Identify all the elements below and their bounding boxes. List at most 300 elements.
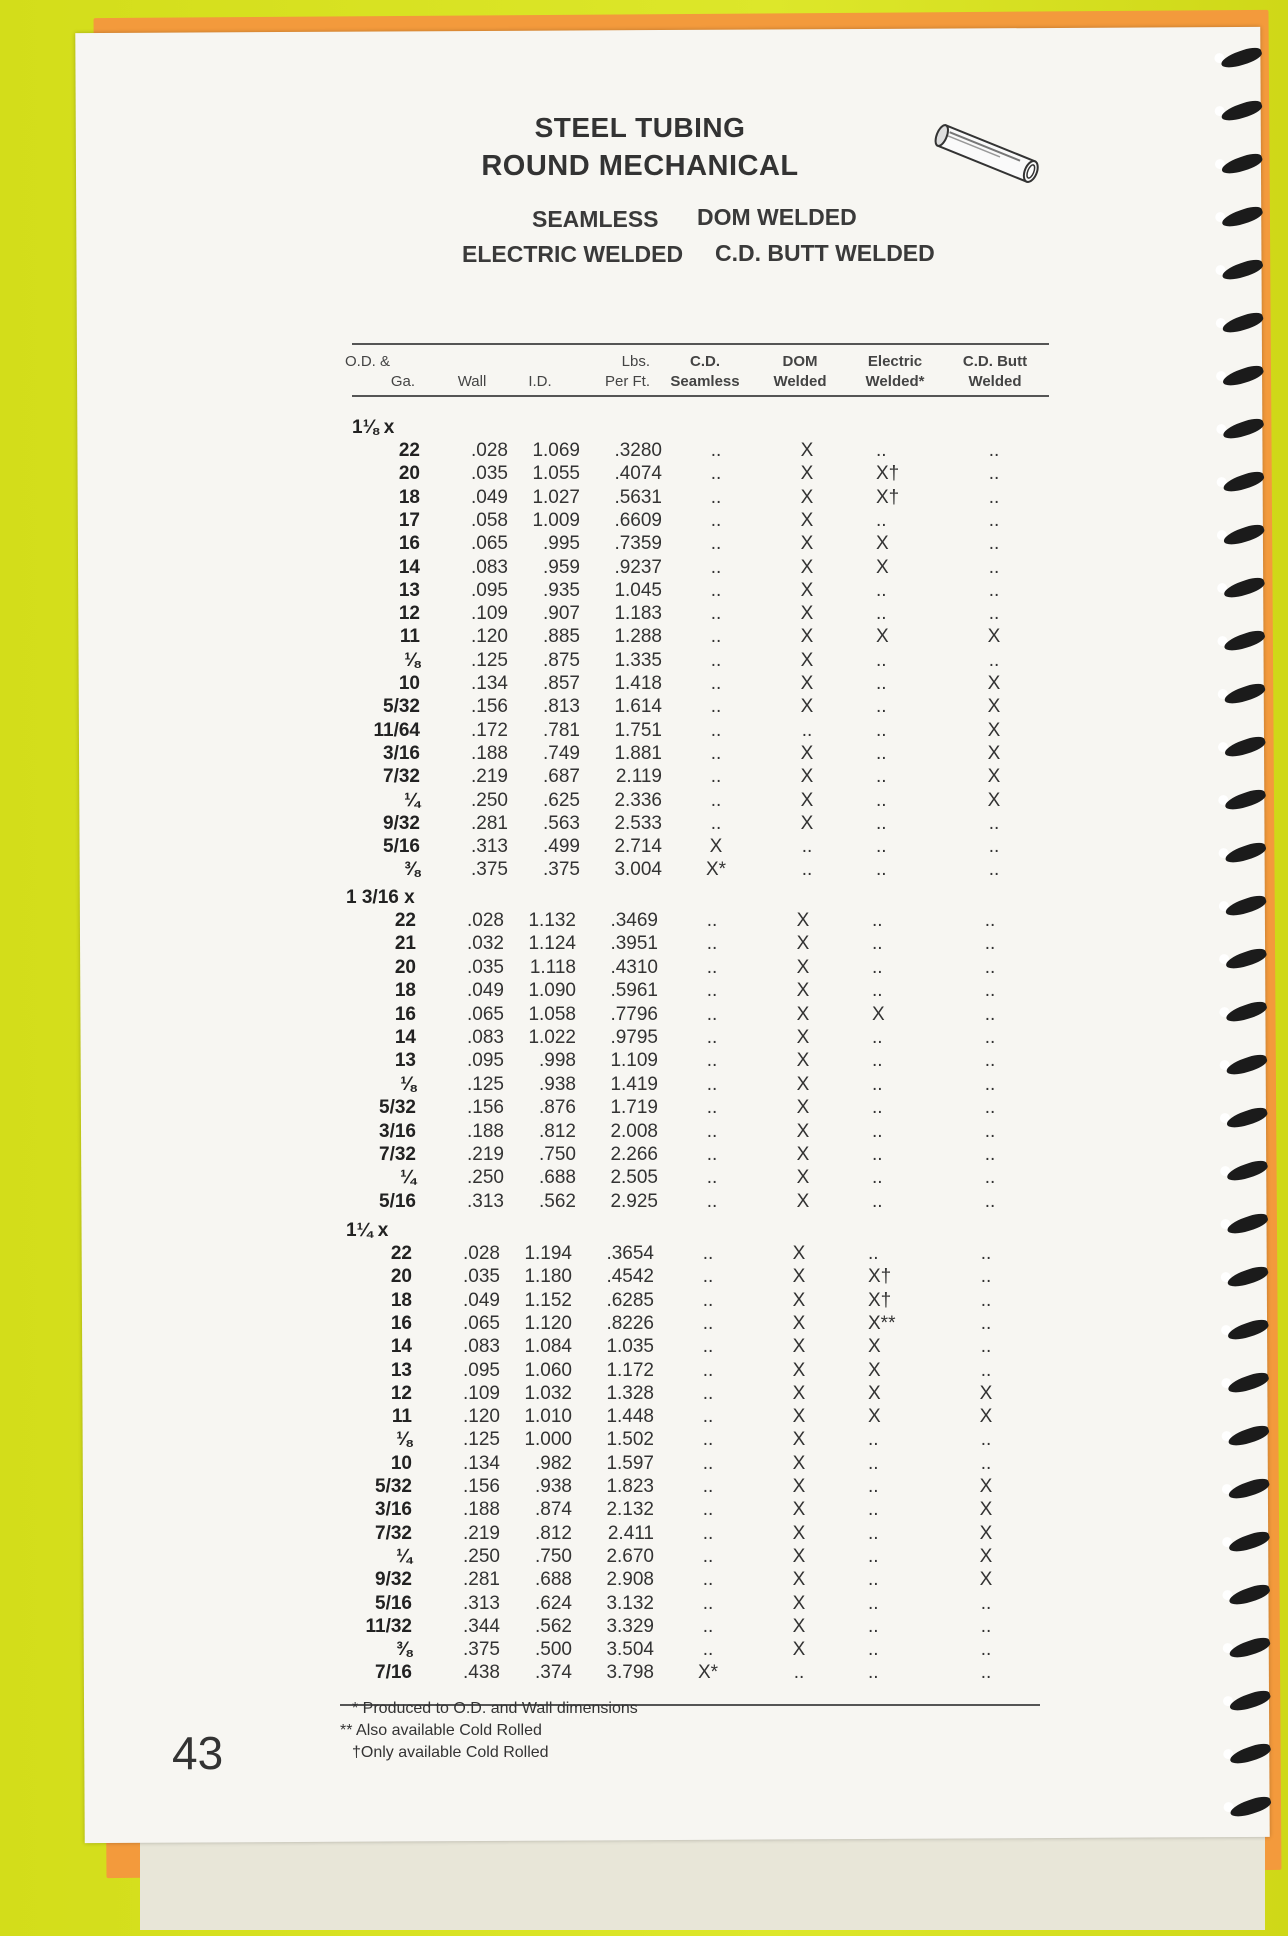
cell-inner-diameter: 1.180 [524, 1266, 572, 1288]
table-row [322, 1453, 1042, 1476]
table-row [322, 1593, 1042, 1616]
cell-lbs-per-ft: .4542 [606, 1266, 654, 1288]
cell-wall: .049 [467, 980, 504, 1002]
cell-seamless: .. [706, 1120, 718, 1142]
cell-dom-welded: X [796, 956, 810, 978]
cell-seamless: .. [702, 1406, 714, 1428]
cell-seamless: .. [702, 1545, 714, 1567]
cell-seamless: .. [706, 933, 718, 955]
cell-seamless: .. [702, 1289, 714, 1311]
cell-lbs-per-ft: 1.418 [614, 673, 662, 694]
cell-inner-diameter: .750 [539, 1144, 576, 1165]
cell-gauge: 14 [398, 556, 420, 578]
cell-gauge: 13 [390, 1359, 412, 1381]
cell-butt-welded: .. [984, 1144, 996, 1165]
cell-lbs-per-ft: 1.328 [606, 1382, 654, 1404]
cell-electric-welded: .. [876, 649, 887, 671]
cell-dom-welded: X [792, 1429, 806, 1451]
cell-gauge: 5/32 [383, 696, 420, 718]
table-row [322, 1406, 1042, 1429]
cell-seamless: .. [706, 1003, 718, 1025]
cell-electric-welded: .. [876, 696, 887, 718]
cell-seamless: .. [710, 742, 722, 764]
cell-electric-welded: .. [872, 1050, 883, 1072]
cell-inner-diameter: 1.000 [524, 1429, 572, 1451]
cell-inner-diameter: .812 [539, 1120, 576, 1142]
cell-gauge: 9/32 [375, 1569, 412, 1591]
cell-inner-diameter: .874 [535, 1499, 572, 1521]
cell-electric-welded: .. [868, 1522, 879, 1544]
cell-butt-welded: .. [988, 649, 1000, 671]
table-row [322, 1243, 1042, 1266]
cell-seamless: X [709, 836, 723, 858]
cell-electric-welded: .. [872, 1167, 883, 1189]
table-row [330, 510, 1050, 533]
footnote-cold-rolled: ** Also available Cold Rolled [340, 1722, 542, 1739]
cell-butt-welded: .. [984, 1167, 996, 1189]
cell-butt-welded: X [979, 1476, 993, 1497]
cell-lbs-per-ft: 1.035 [606, 1336, 654, 1358]
cell-gauge: ⅜ [396, 1639, 412, 1661]
table-row [326, 1027, 1046, 1050]
cell-inner-diameter: 1.132 [528, 910, 576, 931]
cell-gauge: 12 [390, 1382, 412, 1404]
cell-dom-welded: X [796, 1167, 810, 1189]
cell-inner-diameter: .375 [543, 859, 580, 881]
group-label: 1¼ x [346, 1220, 389, 1241]
table-row [330, 580, 1050, 603]
cell-electric-welded: .. [876, 812, 887, 834]
cell-lbs-per-ft: 1.719 [610, 1097, 658, 1119]
cell-butt-welded: .. [988, 556, 1000, 578]
cell-wall: .109 [463, 1382, 500, 1404]
cell-butt-welded: X [987, 719, 1001, 741]
cell-gauge: 5/16 [375, 1592, 412, 1614]
cell-butt-welded: .. [988, 463, 1000, 485]
cell-butt-welded: .. [988, 859, 1000, 881]
col-header-seamless: C.D. Seamless [670, 353, 740, 390]
cell-electric-welded: .. [868, 1499, 879, 1521]
cell-butt-welded: .. [988, 579, 1000, 601]
cell-lbs-per-ft: 1.045 [614, 579, 662, 601]
binding-coil [1215, 153, 1267, 175]
cell-dom-welded: X [800, 789, 814, 811]
table-row [330, 813, 1050, 836]
footnote-only-cold-rolled: †Only available Cold Rolled [352, 1744, 549, 1761]
binding-coil [1216, 312, 1268, 334]
cell-electric-welded: .. [872, 980, 883, 1002]
cell-gauge: ⅛ [400, 1073, 416, 1095]
table-row [330, 650, 1050, 673]
cell-butt-welded: .. [984, 910, 996, 931]
table-row [326, 910, 1046, 933]
cell-electric-welded: .. [868, 1639, 879, 1661]
cell-butt-welded: .. [984, 1003, 996, 1025]
table-row [330, 533, 1050, 556]
cell-inner-diameter: .938 [539, 1073, 576, 1095]
binding-coil [1219, 842, 1271, 864]
cell-inner-diameter: .982 [535, 1452, 572, 1474]
cell-gauge: 5/16 [379, 1190, 416, 1212]
cell-inner-diameter: .625 [543, 789, 580, 811]
cell-inner-diameter: .885 [543, 626, 580, 648]
table-row [322, 1266, 1042, 1289]
cell-dom-welded: X [792, 1266, 806, 1288]
table-row [322, 1662, 1042, 1685]
cell-seamless: .. [706, 1027, 718, 1048]
cell-wall: .035 [471, 463, 508, 485]
cell-seamless: .. [702, 1592, 714, 1614]
cell-butt-welded: .. [988, 836, 1000, 858]
cell-dom-welded: X [792, 1499, 806, 1521]
table-row [330, 463, 1050, 486]
cell-lbs-per-ft: 1.448 [606, 1406, 654, 1428]
cell-seamless: .. [702, 1359, 714, 1381]
cell-seamless: .. [702, 1499, 714, 1521]
cell-gauge: 14 [390, 1336, 412, 1358]
cell-lbs-per-ft: .8226 [606, 1312, 654, 1334]
cell-inner-diameter: .907 [543, 603, 580, 625]
title-line-1: STEEL TUBING [534, 112, 746, 143]
cell-wall: .188 [471, 742, 508, 764]
cell-butt-welded: .. [984, 1050, 996, 1072]
cell-electric-welded: X [872, 1003, 885, 1025]
cell-wall: .032 [467, 933, 504, 955]
binding-coil [1223, 1690, 1275, 1712]
cell-butt-welded: X [987, 742, 1001, 764]
cell-lbs-per-ft: 2.119 [615, 766, 662, 788]
cell-wall: .035 [463, 1266, 500, 1288]
cell-seamless: .. [702, 1476, 714, 1497]
cell-wall: .281 [471, 812, 508, 834]
cell-wall: .083 [467, 1027, 504, 1048]
table-row [322, 1336, 1042, 1359]
cell-lbs-per-ft: .3951 [610, 933, 658, 955]
cell-butt-welded: X [979, 1382, 993, 1404]
binding-coil [1221, 1319, 1273, 1341]
cell-dom-welded: X [800, 556, 814, 578]
table-row [322, 1476, 1042, 1499]
cell-gauge: 3/16 [375, 1499, 412, 1521]
table-row [322, 1616, 1042, 1639]
cell-inner-diameter: 1.009 [532, 509, 580, 531]
cell-lbs-per-ft: 1.288 [614, 626, 662, 648]
table-row [322, 1313, 1042, 1336]
cell-dom-welded: X [796, 1120, 810, 1142]
cell-electric-welded: X† [876, 463, 900, 485]
title-line-2: ROUND MECHANICAL [481, 150, 799, 182]
cell-butt-welded: .. [988, 440, 1000, 461]
table-row [322, 1383, 1042, 1406]
cell-gauge: 16 [390, 1312, 412, 1334]
cell-inner-diameter: .688 [539, 1167, 576, 1189]
cell-lbs-per-ft: .7359 [614, 533, 662, 555]
cell-dom-welded: X [796, 933, 810, 955]
cell-wall: .156 [463, 1476, 500, 1497]
cell-gauge: 11 [399, 626, 420, 648]
table-row [330, 859, 1050, 882]
cell-gauge: ¼ [404, 789, 420, 811]
cell-lbs-per-ft: 1.881 [614, 742, 662, 764]
cell-seamless: .. [702, 1429, 714, 1451]
cell-lbs-per-ft: 1.751 [614, 719, 662, 741]
cell-butt-welded: X [987, 626, 1001, 648]
cell-dom-welded: X [800, 742, 814, 764]
cell-seamless: X* [697, 1662, 719, 1684]
cell-wall: .172 [471, 719, 508, 741]
cell-gauge: 11/32 [365, 1615, 412, 1637]
cell-inner-diameter: .500 [535, 1639, 572, 1661]
binding-coil [1220, 1160, 1272, 1182]
cell-gauge: 22 [390, 1243, 412, 1264]
cell-gauge: 3/16 [379, 1120, 416, 1142]
cell-wall: .313 [463, 1592, 500, 1614]
cell-inner-diameter: 1.090 [528, 980, 576, 1002]
cell-electric-welded: .. [876, 579, 887, 601]
cell-dom-welded: X [792, 1592, 806, 1614]
cell-gauge: 3/16 [383, 742, 420, 764]
cell-wall: .250 [463, 1545, 500, 1567]
cell-gauge: 11/64 [373, 719, 420, 741]
table-row [322, 1429, 1042, 1452]
table-row [330, 557, 1050, 580]
cell-electric-welded: X [868, 1336, 881, 1358]
cell-dom-welded: X [800, 812, 814, 834]
cell-electric-welded: .. [868, 1569, 879, 1591]
cell-dom-welded: X [800, 626, 814, 648]
cell-dom-welded: X [800, 603, 814, 625]
cell-wall: .188 [467, 1120, 504, 1142]
cell-butt-welded: .. [984, 1190, 996, 1212]
steel-tube-icon [930, 120, 1050, 190]
group-label: 1 3/16 x [346, 887, 415, 908]
cell-dom-welded: X [800, 579, 814, 601]
cell-lbs-per-ft: 3.132 [606, 1592, 654, 1614]
binding-coil [1221, 1266, 1273, 1288]
cell-wall: .375 [471, 859, 508, 881]
binding-coil [1222, 1531, 1274, 1553]
cell-wall: .219 [463, 1522, 500, 1544]
cell-gauge: ¼ [396, 1545, 412, 1567]
cell-dom-welded: X [796, 910, 810, 931]
cell-wall: .125 [471, 649, 508, 671]
table-row [322, 1360, 1042, 1383]
cell-wall: .109 [471, 603, 508, 625]
type-seamless: SEAMLESS [532, 206, 659, 232]
type-cd-butt-welded: C.D. BUTT WELDED [715, 240, 935, 266]
cell-dom-welded: X [800, 696, 814, 718]
cell-inner-diameter: .812 [535, 1522, 572, 1544]
table-row [330, 626, 1050, 649]
cell-gauge: 7/32 [375, 1522, 412, 1544]
cell-lbs-per-ft: .4074 [614, 463, 662, 485]
cell-electric-welded: X [876, 533, 889, 555]
cell-electric-welded: .. [872, 910, 883, 931]
table-row [326, 1144, 1046, 1167]
table-row [330, 836, 1050, 859]
cell-butt-welded: X [979, 1406, 993, 1428]
cell-lbs-per-ft: .4310 [610, 956, 658, 978]
cell-wall: .219 [471, 766, 508, 788]
cell-wall: .083 [463, 1336, 500, 1358]
cell-electric-welded: .. [868, 1429, 879, 1451]
cell-inner-diameter: 1.058 [528, 1003, 576, 1025]
cell-dom-welded: X [800, 509, 814, 531]
cell-electric-welded: .. [876, 719, 887, 741]
cell-dom-welded: X [792, 1336, 806, 1358]
cell-inner-diameter: .624 [535, 1592, 572, 1614]
cell-gauge: 18 [394, 980, 416, 1002]
table-row [322, 1639, 1042, 1662]
cell-wall: .219 [467, 1144, 504, 1165]
binding-coil [1215, 206, 1267, 228]
cell-inner-diameter: .562 [539, 1190, 576, 1212]
cell-wall: .438 [463, 1662, 500, 1684]
cell-seamless: .. [710, 463, 722, 485]
cell-seamless: .. [710, 626, 722, 648]
cell-dom-welded: X [796, 1190, 810, 1212]
cell-wall: .188 [463, 1499, 500, 1521]
cell-inner-diameter: 1.194 [524, 1243, 572, 1264]
table-row [330, 720, 1050, 743]
cell-wall: .095 [471, 579, 508, 601]
cell-seamless: .. [706, 1050, 718, 1072]
cell-dom-welded: X [792, 1615, 806, 1637]
cell-gauge: 13 [398, 579, 420, 601]
cell-lbs-per-ft: 2.132 [606, 1499, 654, 1521]
binding-coil [1215, 100, 1267, 122]
cell-gauge: ⅛ [396, 1429, 412, 1451]
cell-dom-welded: X [796, 1073, 810, 1095]
cell-electric-welded: X [868, 1382, 881, 1404]
cell-inner-diameter: .959 [543, 556, 580, 578]
cell-seamless: .. [702, 1569, 714, 1591]
col-header-od-ga: O.D. & Ga. [345, 353, 415, 390]
cell-electric-welded: .. [868, 1615, 879, 1637]
table-row [330, 673, 1050, 696]
cell-lbs-per-ft: 2.714 [614, 836, 662, 858]
cell-wall: .125 [463, 1429, 500, 1451]
cell-gauge: ¼ [400, 1167, 416, 1189]
binding-coil [1218, 789, 1270, 811]
table-row [322, 1499, 1042, 1522]
cell-inner-diameter: .749 [543, 742, 580, 764]
cell-wall: .035 [467, 956, 504, 978]
cell-lbs-per-ft: 1.183 [614, 603, 662, 625]
cell-lbs-per-ft: 3.504 [606, 1639, 654, 1661]
table-row [330, 696, 1050, 719]
cell-dom-welded: X [796, 1097, 810, 1119]
footnote-od-wall: * Produced to O.D. and Wall dimensions [352, 1700, 638, 1717]
cell-inner-diameter: 1.060 [524, 1359, 572, 1381]
cell-electric-welded: .. [868, 1452, 879, 1474]
cell-lbs-per-ft: 2.336 [614, 789, 662, 811]
cell-inner-diameter: .499 [543, 836, 580, 858]
cell-dom-welded: X [792, 1522, 806, 1544]
cell-dom-welded: X [800, 533, 814, 555]
cell-inner-diameter: 1.084 [524, 1336, 572, 1358]
cell-butt-welded: .. [980, 1615, 992, 1637]
table-row [326, 957, 1046, 980]
binding-coil [1222, 1425, 1274, 1447]
cell-lbs-per-ft: 2.670 [606, 1545, 654, 1567]
table-row [326, 1074, 1046, 1097]
table-row [326, 980, 1046, 1003]
binding-coil [1214, 47, 1266, 69]
cell-dom-welded: X [800, 440, 814, 461]
cell-seamless: .. [702, 1522, 714, 1544]
cell-electric-welded: .. [868, 1545, 879, 1567]
cell-butt-welded: X [987, 766, 1001, 788]
cell-lbs-per-ft: 3.004 [614, 859, 662, 881]
cell-inner-diameter: 1.032 [524, 1382, 572, 1404]
binding-coil [1220, 1213, 1272, 1235]
cell-dom-welded: X [800, 463, 814, 485]
cell-butt-welded: X [987, 789, 1001, 811]
cell-seamless: .. [710, 649, 722, 671]
cell-seamless: .. [706, 1190, 718, 1212]
cell-dom-welded: .. [793, 1662, 805, 1684]
cell-gauge: ⅜ [404, 859, 420, 881]
cell-lbs-per-ft: 1.823 [606, 1476, 654, 1497]
cell-inner-diameter: 1.027 [532, 486, 580, 508]
cell-wall: .065 [467, 1003, 504, 1025]
cell-inner-diameter: .998 [539, 1050, 576, 1072]
cell-inner-diameter: 1.055 [532, 463, 580, 485]
cell-butt-welded: X [987, 696, 1001, 718]
cell-inner-diameter: .857 [543, 673, 580, 694]
cell-seamless: .. [706, 1097, 718, 1119]
cell-dom-welded: X [792, 1569, 806, 1591]
cell-seamless: .. [706, 956, 718, 978]
cell-gauge: 16 [394, 1003, 416, 1025]
binding-coil [1217, 524, 1269, 546]
cell-lbs-per-ft: .3280 [614, 440, 662, 461]
cell-gauge: 16 [398, 533, 420, 555]
cell-electric-welded: X† [876, 486, 900, 508]
cell-dom-welded: X [792, 1243, 806, 1264]
cell-seamless: .. [710, 556, 722, 578]
cell-electric-welded: .. [872, 1120, 883, 1142]
binding-coil [1217, 577, 1269, 599]
cell-lbs-per-ft: 1.109 [610, 1050, 658, 1072]
cell-lbs-per-ft: .9795 [610, 1027, 658, 1048]
binding-coil [1221, 1372, 1273, 1394]
cell-butt-welded: .. [980, 1336, 992, 1358]
table-row [330, 440, 1050, 463]
cell-seamless: .. [710, 766, 722, 788]
cell-wall: .120 [463, 1406, 500, 1428]
cell-wall: .156 [471, 696, 508, 718]
binding-coil [1217, 471, 1269, 493]
cell-inner-diameter: 1.118 [529, 956, 576, 978]
cell-gauge: 5/32 [375, 1476, 412, 1497]
cell-lbs-per-ft: 2.411 [607, 1522, 654, 1544]
cell-butt-welded: .. [980, 1639, 992, 1661]
binding-coil [1219, 895, 1271, 917]
cell-butt-welded: .. [984, 933, 996, 955]
cell-inner-diameter: .875 [543, 649, 580, 671]
cell-electric-welded: X** [868, 1312, 896, 1334]
cell-gauge: 18 [398, 486, 420, 508]
cell-gauge: 9/32 [383, 812, 420, 834]
cell-butt-welded: .. [984, 1027, 996, 1048]
cell-electric-welded: .. [876, 673, 887, 694]
cell-butt-welded: .. [980, 1266, 992, 1288]
cell-wall: .375 [463, 1639, 500, 1661]
cell-electric-welded: .. [872, 1027, 883, 1048]
cell-seamless: .. [706, 1167, 718, 1189]
